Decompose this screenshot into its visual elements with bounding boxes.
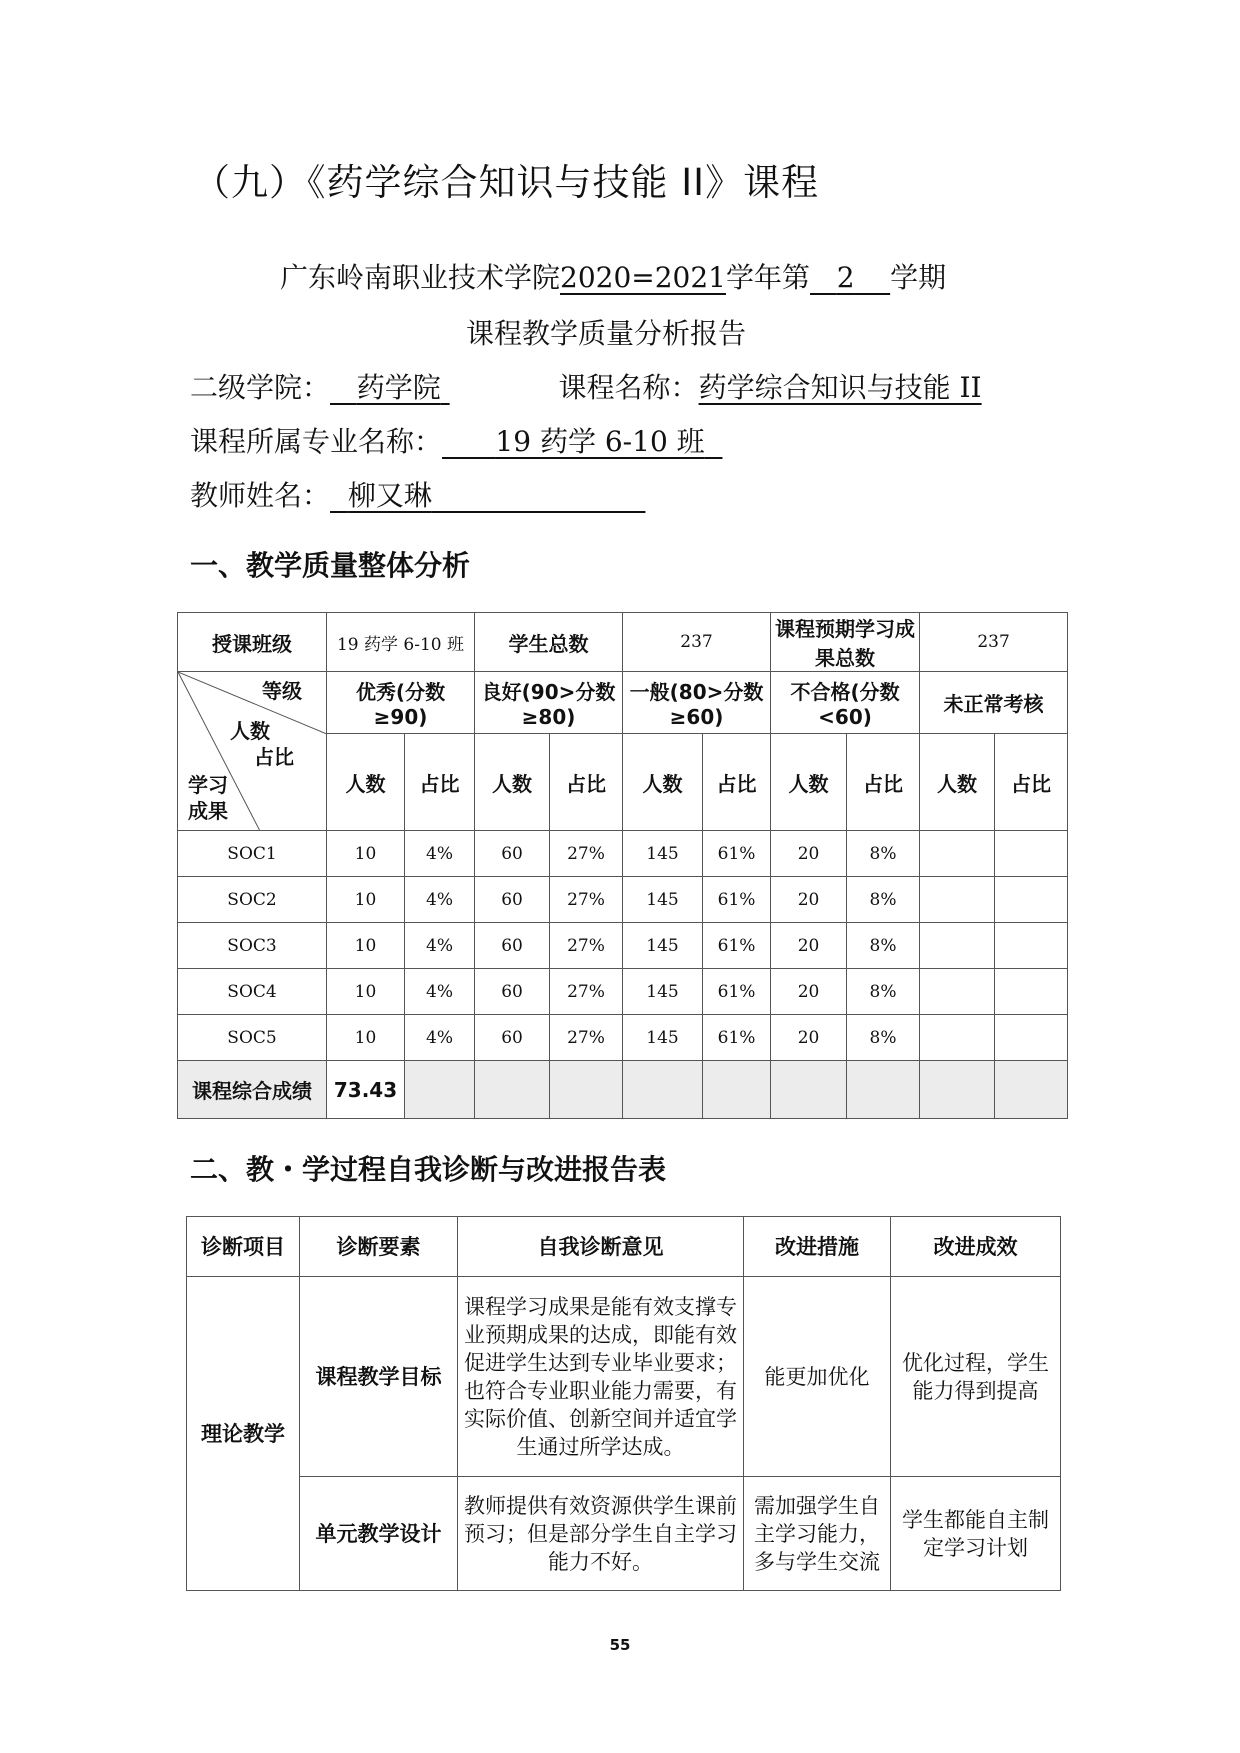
outcome-name: SOC3 [178, 923, 327, 969]
diagnosis-measure: 需加强学生自主学习能力，多与学生交流 [744, 1477, 891, 1591]
table-row [178, 969, 1068, 1015]
students-label: 学生总数 [475, 613, 623, 672]
ratio-cell [995, 831, 1068, 877]
report-title: 课程教学质量分析报告 [466, 317, 747, 350]
ratio-cell: 27% [550, 1015, 623, 1061]
header-measure: 改进措施 [744, 1217, 891, 1277]
academic-year: 2020=2021 [560, 261, 726, 294]
section1-heading: 一、教学质量整体分析 [190, 549, 471, 582]
empty-cell [405, 1061, 475, 1119]
overall-score-label: 课程综合成绩 [178, 1061, 327, 1119]
expected-outcomes-value: 237 [920, 613, 1068, 672]
school-semester-line [280, 256, 946, 296]
course-label: 课程名称： [558, 371, 699, 404]
diag-outcome-label: 学习成果 [188, 773, 228, 823]
empty-cell [771, 1061, 847, 1119]
ratio-cell [995, 1015, 1068, 1061]
teacher-line [190, 474, 645, 514]
ratio-cell: 8% [847, 1015, 920, 1061]
ratio-header: 占比 [405, 734, 475, 831]
ratio-cell: 8% [847, 969, 920, 1015]
count-cell: 20 [771, 969, 847, 1015]
teacher-value: 柳又琳 [347, 479, 432, 512]
count-header: 人数 [475, 734, 550, 831]
ratio-cell: 27% [550, 969, 623, 1015]
outcome-name: SOC4 [178, 969, 327, 1015]
count-cell [920, 877, 995, 923]
count-cell: 20 [771, 877, 847, 923]
header-opinion: 自我诊断意见 [458, 1217, 744, 1277]
ratio-cell: 27% [550, 877, 623, 923]
diagnosis-project: 理论教学 [187, 1277, 300, 1591]
count-cell: 60 [475, 969, 550, 1015]
students-value: 237 [623, 613, 771, 672]
diagnosis-effect: 学生都能自主制定学习计划 [891, 1477, 1061, 1591]
diag-ratio-label: 占比 [254, 745, 294, 769]
count-cell: 10 [327, 877, 405, 923]
year-suffix: 学年第 [726, 261, 811, 294]
count-cell: 145 [623, 877, 703, 923]
empty-cell [475, 1061, 550, 1119]
outcome-name: SOC5 [178, 1015, 327, 1061]
grade-good: 良好(90>分数≥80) [475, 672, 623, 734]
empty-cell [920, 1061, 995, 1119]
ratio-cell: 4% [405, 831, 475, 877]
class-value: 19 药学 6-10 班 [327, 613, 475, 672]
diag-grade-label: 等级 [262, 679, 302, 703]
section2-heading: 二、教・学过程自我诊断与改进报告表 [190, 1153, 667, 1186]
ratio-cell: 8% [847, 831, 920, 877]
count-cell: 60 [475, 923, 550, 969]
empty-cell [623, 1061, 703, 1119]
ratio-cell: 61% [703, 969, 771, 1015]
diagnosis-element: 单元教学设计 [300, 1477, 458, 1591]
diagnosis-table [186, 1216, 1061, 1591]
count-cell [920, 969, 995, 1015]
count-cell: 145 [623, 969, 703, 1015]
count-cell: 20 [771, 831, 847, 877]
empty-cell [995, 1061, 1068, 1119]
ratio-cell: 61% [703, 923, 771, 969]
diag-people-label: 人数 [230, 719, 270, 743]
ratio-cell: 27% [550, 831, 623, 877]
count-header: 人数 [771, 734, 847, 831]
count-cell: 10 [327, 831, 405, 877]
semester-suffix: 学期 [890, 261, 947, 294]
count-cell: 10 [327, 1015, 405, 1061]
count-cell: 145 [623, 923, 703, 969]
count-cell [920, 923, 995, 969]
count-cell: 20 [771, 1015, 847, 1061]
college-label: 二级学院： [190, 371, 331, 404]
count-cell: 10 [327, 923, 405, 969]
ratio-cell: 4% [405, 877, 475, 923]
table-row [178, 923, 1068, 969]
class-label: 授课班级 [178, 613, 327, 672]
ratio-cell: 4% [405, 923, 475, 969]
page-title: （九）《药学综合知识与技能 II》课程 [193, 161, 820, 204]
overall-score-value: 73.43 [327, 1061, 405, 1119]
ratio-cell: 4% [405, 1015, 475, 1061]
count-cell: 10 [327, 969, 405, 1015]
ratio-header: 占比 [703, 734, 771, 831]
count-cell [920, 831, 995, 877]
major-value: 19 药学 6-10 班 [495, 425, 705, 458]
grade-not-assessed: 未正常考核 [920, 672, 1068, 734]
ratio-cell: 61% [703, 877, 771, 923]
ratio-cell [995, 969, 1068, 1015]
page-number: 55 [609, 1636, 631, 1654]
outcome-name: SOC2 [178, 877, 327, 923]
ratio-header: 占比 [550, 734, 623, 831]
ratio-cell: 8% [847, 923, 920, 969]
diagnosis-opinion: 课程学习成果是能有效支撑专业预期成果的达成，即能有效促进学生达到专业毕业要求；也符合专业职业能力需要，有实际价值、创新空间并适宜学生通过所学达成。 [458, 1277, 744, 1477]
expected-outcomes-label: 课程预期学习成果总数 [771, 613, 920, 672]
count-header: 人数 [327, 734, 405, 831]
header-element: 诊断要素 [300, 1217, 458, 1277]
diagnosis-effect: 优化过程，学生能力得到提高 [891, 1277, 1061, 1477]
teacher-label: 教师姓名： [190, 479, 331, 512]
diagnosis-opinion: 教师提供有效资源供学生课前预习；但是部分学生自主学习能力不好。 [458, 1477, 744, 1591]
count-cell: 60 [475, 1015, 550, 1061]
count-header: 人数 [623, 734, 703, 831]
count-cell [920, 1015, 995, 1061]
empty-cell [703, 1061, 771, 1119]
grade-fail: 不合格(分数<60) [771, 672, 920, 734]
count-cell: 60 [475, 831, 550, 877]
college-value: 药学院 [356, 371, 441, 404]
outcome-name: SOC1 [178, 831, 327, 877]
college-course-line [190, 366, 982, 406]
count-cell: 60 [475, 877, 550, 923]
ratio-cell [995, 877, 1068, 923]
quality-analysis-table [177, 612, 1068, 1119]
table-row [178, 877, 1068, 923]
diagonal-header-cell [178, 672, 327, 831]
school-name: 广东岭南职业技术学院 [280, 261, 561, 294]
ratio-cell: 8% [847, 877, 920, 923]
table-row [178, 1015, 1068, 1061]
table-row [178, 831, 1068, 877]
count-cell: 145 [623, 1015, 703, 1061]
header-effect: 改进成效 [891, 1217, 1061, 1277]
major-line [190, 420, 722, 460]
ratio-cell: 27% [550, 923, 623, 969]
grade-average: 一般(80>分数≥60) [623, 672, 771, 734]
major-label: 课程所属专业名称： [190, 425, 443, 458]
diagnosis-measure: 能更加优化 [744, 1277, 891, 1477]
empty-cell [550, 1061, 623, 1119]
count-header: 人数 [920, 734, 995, 831]
header-project: 诊断项目 [187, 1217, 300, 1277]
ratio-cell: 61% [703, 1015, 771, 1061]
count-cell: 145 [623, 831, 703, 877]
count-cell: 20 [771, 923, 847, 969]
grade-excellent: 优秀(分数≥90) [327, 672, 475, 734]
ratio-header: 占比 [995, 734, 1068, 831]
ratio-cell [995, 923, 1068, 969]
ratio-cell: 61% [703, 831, 771, 877]
diagnosis-element: 课程教学目标 [300, 1277, 458, 1477]
ratio-cell: 4% [405, 969, 475, 1015]
ratio-header: 占比 [847, 734, 920, 831]
course-value: 药学综合知识与技能 II [698, 371, 982, 404]
empty-cell [847, 1061, 920, 1119]
semester-number: 2 [836, 261, 855, 294]
